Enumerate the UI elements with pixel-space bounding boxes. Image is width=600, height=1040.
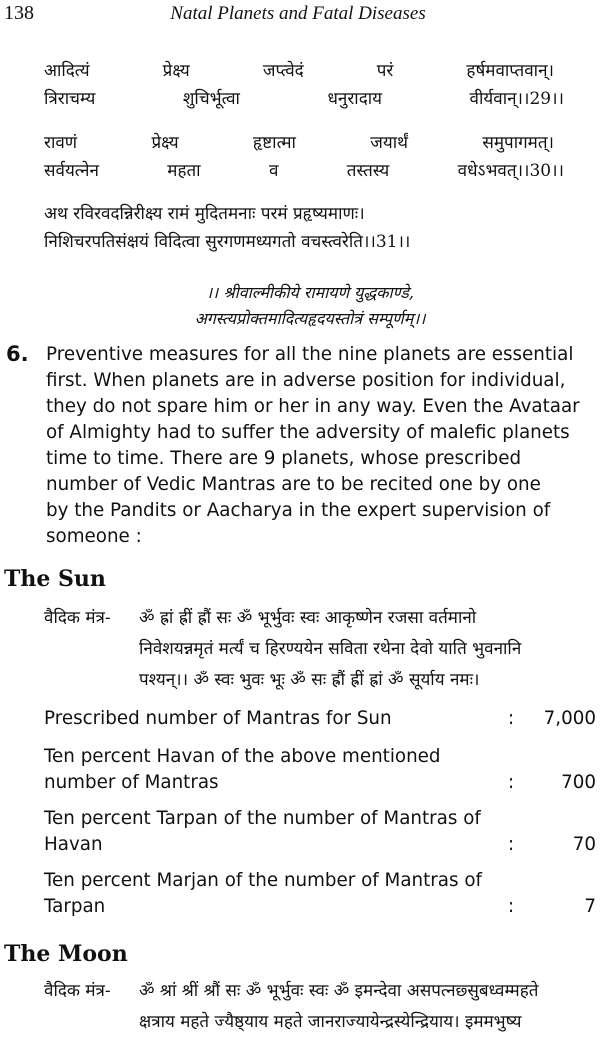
row-description: Ten percent Havan of the above mentioned number of Mantras (44, 746, 441, 793)
paragraph-line: number of Vedic Mantras are to be recited one by one (46, 474, 541, 495)
verse-word: वीर्यवान्।।29।। (469, 89, 564, 109)
paragraph-line: Preventive measures for all the nine planets are essential (46, 344, 574, 365)
row-value: 7 (584, 896, 596, 917)
mantra-text: ॐ श्रां श्रीं श्रौं सः ॐ भूर्भुवः स्वः ॐ इमन्देवा असपत्नछ्सुबध्वम्महते (139, 981, 539, 1001)
verse-30 (44, 132, 564, 182)
item-paragraph (46, 342, 596, 550)
paragraph-line: time to time. There are 9 planets, whose prescribed (46, 448, 522, 469)
verse-line (44, 160, 564, 182)
row-value: 70 (572, 834, 596, 855)
mantra-label: वैदिक मंत्र- (44, 608, 111, 628)
row-description: Ten percent Tarpan of the number of Mantras of Havan (44, 808, 481, 855)
verse-line (44, 60, 554, 82)
item-number: 6. (6, 342, 29, 366)
verse-word: शुचिर्भूत्वा (182, 89, 240, 109)
verse-word: परं (376, 61, 394, 81)
verse-word: सर्वयत्नेन (44, 161, 99, 181)
verse-word: रावणं (44, 133, 78, 153)
mantra-line: क्षत्राय महते ज्यैष्ठ्याय महते जानराज्यायेन्द्रस्येन्द्रियाय। इममभुष्य (139, 1012, 522, 1032)
row-colon: : (508, 896, 515, 917)
colophon-line: अगस्त्यप्रोक्तमादित्यहृदयस्तोत्रं सम्पूर्णम्।। (194, 309, 426, 328)
mantra-label: वैदिक मंत्र- (44, 981, 111, 1001)
mantra-count-row (44, 806, 596, 858)
verse-line (44, 88, 564, 110)
mantra-count-row (44, 868, 596, 920)
verse-word: प्रेक्ष्य (151, 133, 179, 153)
row-colon: : (508, 834, 515, 855)
verse-word: धनुरादाय (327, 89, 383, 109)
paragraph-line: someone : (46, 526, 142, 547)
row-colon: : (508, 772, 515, 793)
mantra-line: पश्यन्।। ॐ स्वः भुवः भूः ॐ सः ह्रौं ह्रीं ह्रां ॐ सूर्याय नमः। (139, 670, 480, 690)
verse-31 (44, 203, 564, 253)
verse-word: समुपागमत्। (482, 133, 554, 153)
sun-vedic-mantra (44, 603, 600, 696)
mantra-line (44, 976, 600, 1007)
mantra-line (44, 603, 600, 634)
verse-29 (44, 60, 564, 110)
verse-word: जयार्थं (370, 133, 409, 153)
verse-word: त्रिराचम्य (44, 89, 96, 109)
verse-word: प्रेक्ष्य (162, 61, 190, 81)
verse-line (44, 132, 554, 154)
row-description: Prescribed number of Mantras for Sun (44, 708, 392, 729)
verse-word: वधेऽभवत्।।30।। (457, 161, 564, 181)
mantra-count-row (44, 706, 596, 732)
verse-word: तस्तस्य (346, 161, 390, 181)
mantra-count-row (44, 744, 596, 796)
moon-vedic-mantra (44, 976, 600, 1038)
page-number: 138 (4, 2, 34, 24)
section-heading-moon: The Moon (4, 941, 128, 967)
verse-word: व (268, 161, 279, 181)
mantra-text: ॐ ह्रां ह्रीं ह्रौं सः ॐ भूर्भुवः स्वः आकृष्णेन रजसा वर्तमानो (139, 608, 477, 628)
verse-line: निशिचरपतिसंक्षयं विदित्वा सुरगणमध्यगतो वचस्त्वरेति।।31।। (44, 232, 411, 252)
colophon (60, 280, 560, 332)
verse-word: हर्षमवाप्तवान्। (466, 61, 554, 81)
row-description: Ten percent Marjan of the number of Mantras of Tarpan (44, 870, 482, 917)
paragraph-line: by the Pandits or Aacharya in the expert supervision of (46, 500, 551, 521)
paragraph-line: first. When planets are in adverse position for individual, (46, 370, 566, 391)
mantra-line: निवेशयन्नमृतं मर्त्यं च हिरण्ययेन सविता रथेना देवो याति भुवनानि (139, 639, 522, 659)
colophon-line: ।। श्रीवाल्मीकीये रामायणे युद्धकाण्डे, (206, 283, 414, 302)
verse-word: महता (167, 161, 201, 181)
running-title: Natal Planets and Fatal Diseases (170, 3, 426, 24)
section-heading-sun: The Sun (4, 566, 106, 592)
row-value: 7,000 (543, 708, 596, 729)
verse-line: अथ रविरवदन्निरीक्ष्य रामं मुदितमनाः परमं प्रहृष्यमाणः। (44, 204, 365, 224)
row-colon: : (508, 708, 515, 729)
paragraph-line: of Almighty had to suffer the adversity of malefic planets (46, 422, 570, 443)
verse-word: आदित्यं (44, 61, 90, 81)
row-value: 700 (561, 772, 596, 793)
paragraph-line: they do not spare him or her in any way. Even the Avataar (46, 396, 580, 417)
verse-word: जप्त्वेदं (262, 61, 304, 81)
page-header (4, 2, 592, 28)
verse-word: हृष्टात्मा (252, 133, 296, 153)
